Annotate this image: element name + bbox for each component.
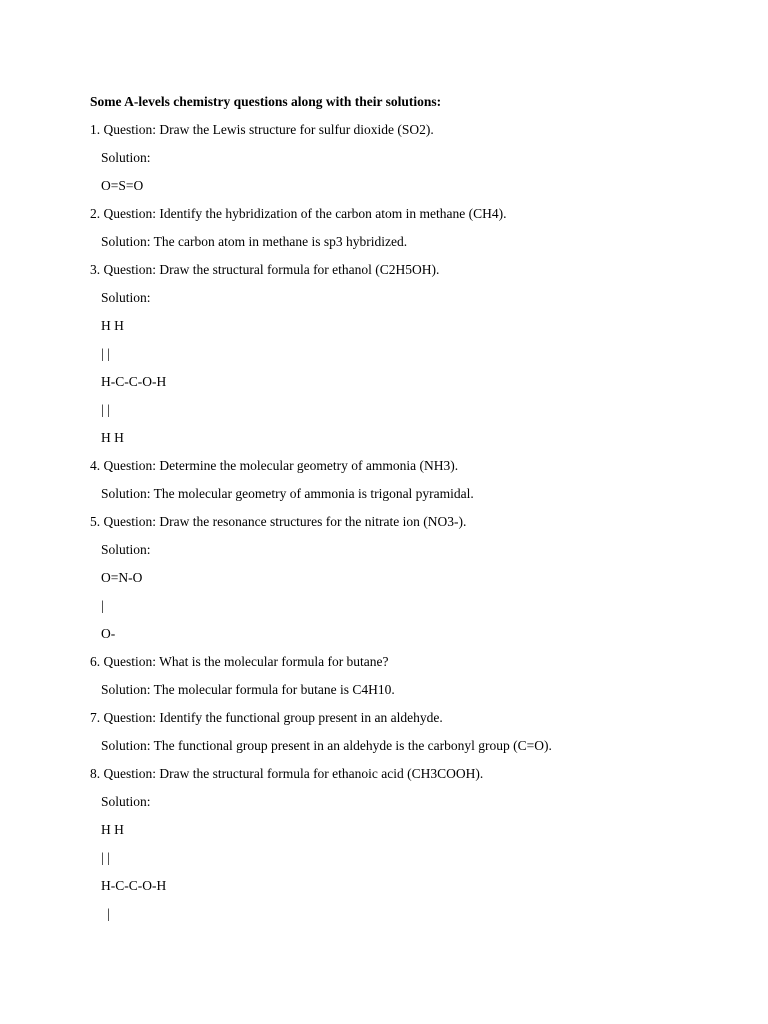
solution-2: Solution: The carbon atom in methane is sp3 hybridized. [101,234,408,249]
solution-3-label: Solution: [101,290,151,305]
solution-4: Solution: The molecular geometry of ammonia is trigonal pyramidal. [101,486,474,501]
question-5: 5. Question: Draw the resonance structures for the nitrate ion (NO3-). [90,514,467,529]
solution-3-structure-line: | | [101,346,110,361]
solution-8-structure-line: | [107,906,110,921]
question-8: 8. Question: Draw the structural formula for ethanoic acid (CH3COOH). [90,766,484,781]
solution-5-structure-line: O=N-O [101,570,143,585]
question-2: 2. Question: Identify the hybridization of the carbon atom in methane (CH4). [90,206,507,221]
solution-7: Solution: The functional group present in an aldehyde is the carbonyl group (C=O). [101,738,552,753]
question-6: 6. Question: What is the molecular formula for butane? [90,654,389,669]
solution-8-structure-line: | | [101,850,110,865]
solution-1-label: Solution: [101,150,151,165]
question-3: 3. Question: Draw the structural formula for ethanol (C2H5OH). [90,262,440,277]
solution-5-structure-line: | [101,598,104,613]
question-1: 1. Question: Draw the Lewis structure for sulfur dioxide (SO2). [90,122,434,137]
solution-5-structure-line: O- [101,626,116,641]
question-4: 4. Question: Determine the molecular geometry of ammonia (NH3). [90,458,459,473]
solution-8-structure-line: H H [101,822,124,837]
solution-3-structure-line: H H [101,430,124,445]
solution-3-structure-line: H H [101,318,124,333]
question-7: 7. Question: Identify the functional group present in an aldehyde. [90,710,443,725]
solution-8-structure-line: H-C-C-O-H [101,878,167,893]
solution-3-structure-line: | | [101,402,110,417]
solution-5-label: Solution: [101,542,151,557]
solution-8-label: Solution: [101,794,151,809]
solution-1-structure: O=S=O [101,178,144,193]
solution-6: Solution: The molecular formula for butane is C4H10. [101,682,395,697]
solution-3-structure-line: H-C-C-O-H [101,374,167,389]
document-heading: Some A-levels chemistry questions along with their solutions: [90,94,442,109]
